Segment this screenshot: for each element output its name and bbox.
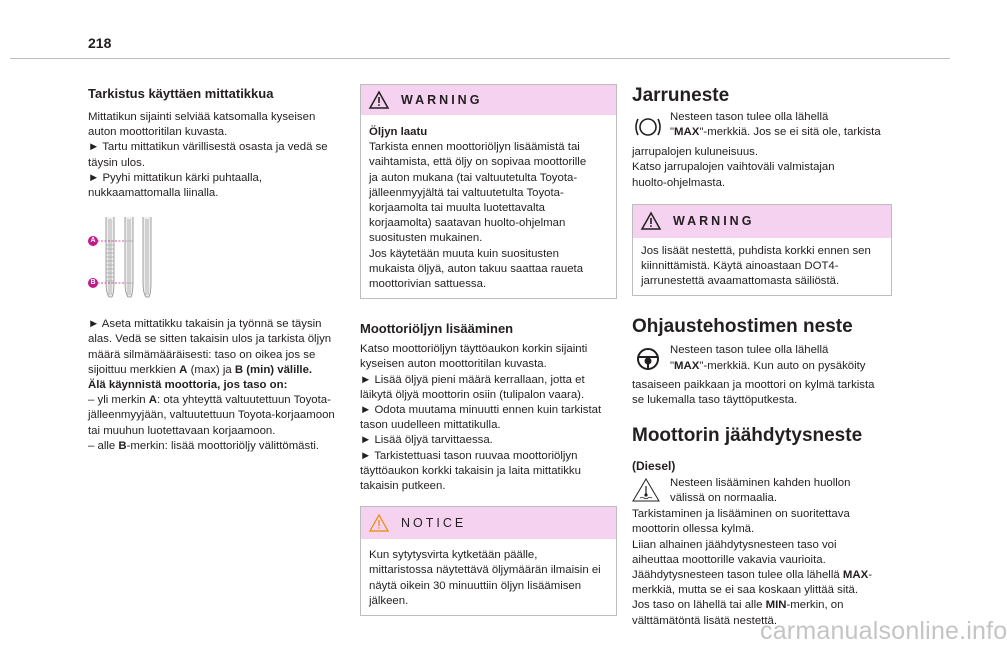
marker-a-ref: A	[179, 363, 188, 376]
coolant-temperature-icon	[632, 478, 660, 502]
text-line: ► Tarkistettuasi tason ruuvaa moottoriöljyn	[360, 449, 578, 462]
power-steering-title: Ohjaustehostimen neste	[632, 316, 853, 338]
text-line: Tarkistaminen ja lisääminen on suoritettava	[632, 508, 850, 521]
warning-header	[633, 205, 891, 238]
text-line: Liian alhainen jäähdytysnesteen taso voi	[632, 538, 837, 551]
steering-icon-wrap	[632, 343, 670, 377]
text-line: Mittatikun sijainti selviää katsomalla kyseisen	[88, 111, 316, 123]
marker-a-ref: A	[148, 394, 157, 407]
power-steering-body	[632, 343, 892, 408]
steering-icon-paragraph	[632, 343, 892, 377]
text-line: ► Lisää öljyä pieni määrä kerrallaan, jotta et	[360, 373, 585, 386]
text-line: ► Pyyhi mittatikun kärki puhtaalla,	[88, 171, 262, 184]
text-line: Katso jarrupalojen vaihtoväli valmistajan	[632, 161, 835, 174]
text-line	[632, 598, 892, 613]
caution-bold: Älä käynnistä moottoria, jos taso on:	[88, 379, 288, 392]
text-line: vaihtamista, että öljy on sopivaa moottorille	[369, 156, 587, 169]
column-oil	[360, 84, 617, 616]
brake-warning-icon	[632, 114, 664, 140]
text-line: ja auton mukana (tai valtuutetulta Toyota-	[369, 171, 578, 184]
text-span: Öljyn laatu	[369, 126, 428, 138]
text-span: -	[868, 569, 872, 582]
text-span: -merkin, on	[786, 599, 844, 612]
text-span: -merkin: lisää moottoriöljy välittömästi.	[126, 439, 320, 452]
text-line: moottorivian sattuessa.	[369, 278, 487, 291]
text-line: tasaiseen paikkaan ja moottori on kylmä tarkista	[632, 378, 875, 391]
marker-b-label: B	[88, 278, 98, 288]
text-span: – yli merkin	[88, 394, 149, 407]
brake-icon-wrap	[632, 110, 670, 145]
text-line	[632, 568, 892, 583]
top-divider	[10, 58, 950, 59]
text-line: tason uudelleen mittatikulla.	[360, 419, 501, 432]
text-line: huolto-ohjelmasta.	[632, 176, 726, 189]
warning-header	[361, 85, 616, 115]
text-line: kyseisen auton moottoritilan kuvasta.	[360, 358, 547, 371]
text-line: määrä silmämääräisesti: taso on oikea jos se	[88, 348, 316, 361]
text-span: : ota yhteyttä valtuutettuun Toyota-	[157, 394, 331, 407]
notice-box	[360, 506, 617, 616]
text-span: Jäähdytysnesteen tason tulee olla lähellä	[632, 569, 843, 582]
column-dipstick	[88, 86, 348, 454]
text-span: (max) ja	[187, 363, 235, 376]
text-line: aiheuttaa moottorille vakavia vaurioita.	[632, 553, 826, 566]
text-line: korjaamolta tai muulta luotettavalta	[369, 202, 546, 215]
marker-b-ref: B	[118, 439, 127, 452]
dipstick-drawing	[88, 217, 158, 299]
text-line: tai muuhun luotettavaan korjaamoon.	[88, 424, 276, 437]
text-line: jarrupalojen kuluneisuus.	[632, 146, 759, 159]
text-line: välissä on normaalia.	[670, 492, 777, 505]
steering-icon-text	[670, 343, 865, 377]
max-mark: MAX	[674, 359, 700, 372]
warning-label: WARNING	[673, 214, 755, 229]
warning-box-brake	[632, 204, 892, 297]
text-line: jarrunestettä avaamattomasta säiliöstä.	[641, 275, 840, 288]
max-mark: MAX	[842, 569, 869, 582]
max-mark: MAX	[674, 126, 700, 139]
text-line: täysin ulos.	[88, 156, 145, 169]
text-line: takaisin putkeen.	[360, 480, 446, 493]
text-line: mukaista öljyä, auton takuu saattaa raueta	[369, 262, 584, 275]
text-line: jälkeen.	[369, 594, 409, 607]
notice-label: NOTICE	[401, 516, 467, 531]
brake-icon-paragraph	[632, 110, 892, 145]
text-line: Nesteen lisääminen kahden huollon	[670, 477, 851, 490]
notice-triangle-icon	[369, 514, 389, 532]
text-line: moottorin ollessa kylmä.	[632, 523, 755, 536]
brake-fluid-title: Jarruneste	[632, 85, 730, 106]
oil-add-heading: Moottoriöljyn lisääminen	[360, 321, 514, 337]
text-line: jälleenmyyjältä tai valtuutetulta Toyota-	[369, 186, 564, 199]
text-line: välttämätöntä lisätä nestettä.	[632, 614, 777, 627]
dipstick-intro	[88, 110, 348, 201]
coolant-body	[632, 476, 892, 629]
text-line: Kun sytytysvirta kytketään päälle,	[369, 549, 538, 562]
text-line: suositusten mukainen.	[369, 232, 483, 245]
dipstick-illustration	[88, 217, 158, 299]
notice-body	[361, 539, 616, 615]
text-line: Jos käytetään muuta kuin suositusten	[369, 247, 559, 260]
warning-body	[361, 115, 616, 298]
warning-triangle-icon	[641, 212, 661, 230]
text-line: kiinnittämistä. Käytä ainoastaan DOT4-	[641, 260, 839, 273]
warning-box-oil-quality	[360, 84, 617, 299]
brake-fluid-body	[632, 110, 892, 191]
page-number: 218	[88, 35, 112, 51]
text-line: korjaamolta) saatavan huolto-ohjelman	[369, 217, 566, 230]
text-line	[88, 363, 348, 378]
text-line: Nesteen tason tulee olla lähellä	[670, 344, 829, 357]
oil-add-body	[360, 342, 617, 494]
watermark: carmanualsonline.info	[760, 617, 1007, 645]
text-line: jälleenmyyjään, valtuutettuun Toyota-korjaamoon	[88, 409, 335, 422]
text-line: "MAX"-merkkiä. Kun auto on pysäköity	[670, 359, 866, 372]
text-line	[88, 378, 348, 393]
text-line	[88, 393, 348, 408]
text-line: "MAX"-merkkiä. Jos se ei sitä ole, tarkista	[670, 126, 881, 139]
dipstick-heading: Tarkistus käyttäen mittatikkua	[88, 86, 274, 101]
min-mark: MIN	[765, 599, 787, 612]
text-line: nukkaamattomalla liinalla.	[88, 187, 219, 200]
text-line: Tarkista ennen moottoriöljyn lisäämistä tai	[369, 141, 580, 154]
warning-title	[369, 125, 608, 140]
coolant-subtitle: (Diesel)	[632, 459, 676, 474]
coolant-icon-text	[670, 476, 850, 507]
text-line: läikytä öljyä moottorin osiin (tulipalon vaara).	[360, 388, 585, 401]
text-line: Katso moottoriöljyn täyttöaukon korkin sijainti	[360, 343, 588, 356]
text-line: Jos lisäät nestettä, puhdista korkki ennen sen	[641, 244, 871, 257]
text-span: Jos taso on lähellä tai alle	[632, 599, 766, 612]
steering-wheel-icon	[632, 346, 664, 372]
text-span: – alle	[88, 439, 119, 452]
marker-a-label: A	[88, 236, 98, 246]
text-line: Nesteen tason tulee olla lähellä	[670, 111, 829, 123]
text-line: alas. Vedä se sitten takaisin ulos ja tarkista öljyn	[88, 333, 332, 346]
text-line: se lukemalla taso täyttöputkesta.	[632, 393, 798, 406]
text-line	[88, 439, 348, 454]
text-span: sijoittuu merkkien	[88, 363, 180, 376]
notice-header	[361, 507, 616, 539]
column-fluids	[632, 84, 892, 629]
warning-triangle-icon	[369, 91, 389, 109]
text-line: mittaristossa näytettävä öljymäärän ilmaisin ei	[369, 564, 601, 577]
text-line: ► Lisää öljyä tarvittaessa.	[360, 434, 493, 447]
text-span: -merkkiä. Jos se ei sitä ole, tarkista	[703, 126, 881, 139]
coolant-icon-paragraph	[632, 476, 892, 507]
brake-icon-text	[670, 110, 881, 145]
marker-b-ref: B (min) välille.	[234, 363, 313, 376]
text-span: -merkkiä. Kun auto on pysäköity	[703, 359, 866, 372]
coolant-icon-wrap	[632, 476, 670, 507]
warning-body	[633, 238, 891, 296]
text-line: ► Odota muutama minuutti ennen kuin tarkistat	[360, 404, 602, 417]
coolant-title: Moottorin jäähdytysneste	[632, 425, 863, 447]
text-line: auton moottoritilan kuvasta.	[88, 126, 228, 139]
text-line: merkkiä, mutta se ei saa koskaan ylittää sitä.	[632, 584, 859, 597]
text-line: täyttöaukon korkki takaisin ja laita mittatikku	[360, 464, 581, 477]
dipstick-body	[88, 317, 348, 454]
text-line: ► Tartu mittatikun värillisestä osasta ja vedä se	[88, 141, 328, 154]
text-line: näytä oikein 30 minuuttiin öljyn lisäämisen	[369, 579, 582, 592]
text-line: ► Aseta mittatikku takaisin ja työnnä se täysin	[88, 318, 322, 331]
warning-label: WARNING	[401, 93, 483, 107]
